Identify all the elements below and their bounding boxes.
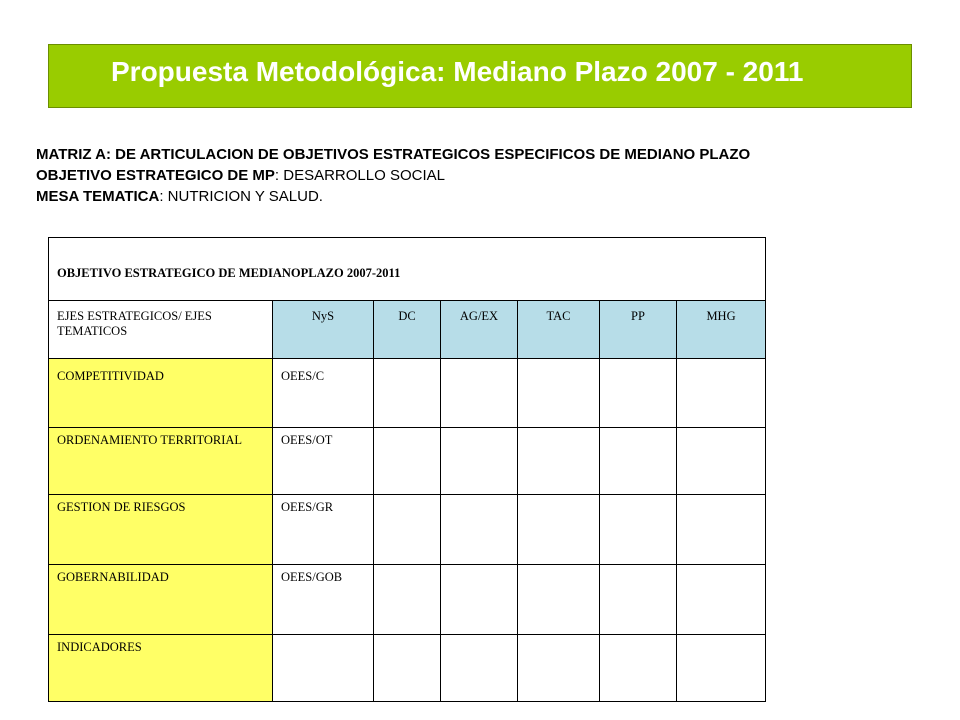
objective-value: : DESARROLLO SOCIAL	[274, 167, 445, 184]
empty-cell	[600, 635, 677, 702]
empty-cell	[374, 495, 441, 565]
empty-cell	[677, 565, 766, 635]
column-header: NyS	[273, 301, 374, 359]
thematic-table-label: MESA TEMATICA	[36, 188, 160, 205]
axis-cell: ORDENAMIENTO TERRITORIAL	[49, 428, 273, 495]
code-cell	[273, 635, 374, 702]
table-title: OBJETIVO ESTRATEGICO DE MEDIANOPLAZO 2007-2011	[49, 238, 766, 301]
table-row	[49, 428, 766, 495]
empty-cell	[677, 428, 766, 495]
code-cell: OEES/C	[273, 359, 374, 428]
empty-cell	[677, 495, 766, 565]
axis-cell: INDICADORES	[49, 635, 273, 702]
thematic-table-value: : NUTRICION Y SALUD.	[159, 188, 323, 205]
page-title: Propuesta Metodológica: Mediano Plazo 2007 - 2011	[111, 56, 804, 87]
empty-cell	[600, 495, 677, 565]
axis-column-header: EJES ESTRATEGICOS/ EJES TEMATICOS	[49, 301, 273, 359]
code-cell: OEES/OT	[273, 428, 374, 495]
table-header-row	[49, 301, 766, 359]
empty-cell	[374, 635, 441, 702]
thematic-table-line	[36, 186, 750, 207]
column-header: TAC	[518, 301, 600, 359]
empty-cell	[677, 359, 766, 428]
empty-cell	[518, 635, 600, 702]
table-row	[49, 359, 766, 428]
objective-line	[36, 165, 750, 186]
table-title-row	[49, 238, 766, 301]
code-cell: OEES/GR	[273, 495, 374, 565]
empty-cell	[600, 565, 677, 635]
empty-cell	[441, 359, 518, 428]
column-header: AG/EX	[441, 301, 518, 359]
column-header: DC	[374, 301, 441, 359]
axis-cell: GOBERNABILIDAD	[49, 565, 273, 635]
empty-cell	[518, 565, 600, 635]
empty-cell	[441, 428, 518, 495]
matrix-name: MATRIZ A: DE ARTICULACION DE OBJETIVOS ESTRATEGICOS ESPECIFICOS DE MEDIANO PLAZO	[36, 146, 751, 163]
objective-label: OBJETIVO ESTRATEGICO DE MP	[36, 167, 275, 184]
table-row	[49, 635, 766, 702]
title-banner	[48, 44, 912, 108]
empty-cell	[374, 565, 441, 635]
matrix-description	[36, 144, 750, 207]
empty-cell	[518, 428, 600, 495]
axis-cell: GESTION DE RIESGOS	[49, 495, 273, 565]
empty-cell	[441, 495, 518, 565]
empty-cell	[374, 359, 441, 428]
empty-cell	[518, 495, 600, 565]
empty-cell	[374, 428, 441, 495]
axis-cell: COMPETITIVIDAD	[49, 359, 273, 428]
table-row	[49, 495, 766, 565]
empty-cell	[441, 635, 518, 702]
empty-cell	[600, 359, 677, 428]
matrix-name-line	[36, 144, 750, 165]
column-header: PP	[600, 301, 677, 359]
articulation-matrix	[48, 237, 766, 702]
column-header: MHG	[677, 301, 766, 359]
empty-cell	[441, 565, 518, 635]
empty-cell	[600, 428, 677, 495]
empty-cell	[518, 359, 600, 428]
table-row	[49, 565, 766, 635]
empty-cell	[677, 635, 766, 702]
code-cell: OEES/GOB	[273, 565, 374, 635]
